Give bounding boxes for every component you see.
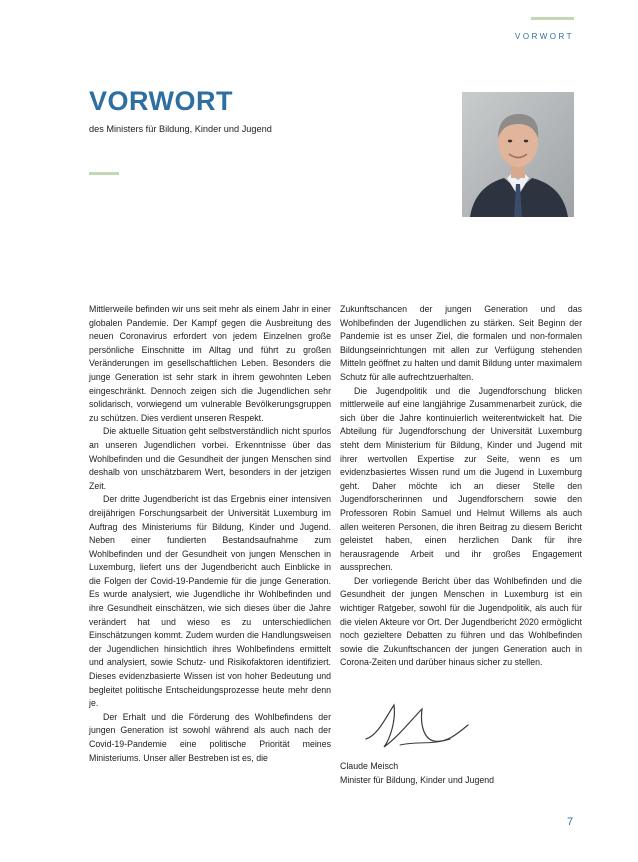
text-column-left [89,303,331,765]
minister-portrait [462,92,574,217]
signatory-role: Minister für Bildung, Kinder und Jugend [340,775,495,785]
top-accent-bar [531,17,574,20]
paragraph: Der Erhalt und die Förderung des Wohlbefindens der jungen Generation ist sowohl während als auch nach der Covid-19-Pandemie eine politische Priorität meines Ministeriums. Unser aller Bestreben ist es, die [89,711,331,763]
signature [360,695,480,755]
text-column-right [340,303,582,670]
paragraph: Der vorliegende Bericht über das Wohlbefinden und die Gesundheit der jungen Menschen in Luxemburg ist ein wichtiger Ratgeber, sowohl für die Jugendpolitik, als auch für die vielen Akteure vor Ort. Der Jugendbericht 2020 ermöglicht noch gezieltere Debatten zu führen und das Wohlbefinden sowie die Zukunftschancen der jungen Generation auch in Corona-Zeiten und darüber hinaus sicher zu stellen. [340,575,582,668]
paragraph: Die aktuelle Situation geht selbstverständlich nicht spurlos an unseren Jugendlichen vorbei. Erkenntnisse über das Wohlbefinden und die Gesundheit der jungen Menschen sind deshalb von unschätzbarem Wert, besonders in der jetzigen Zeit. [89,426,331,491]
page-title: VORWORT [89,86,233,116]
page-number: 7 [567,816,574,828]
page-subtitle: des Ministers für Bildung, Kinder und Jugend [89,124,272,134]
paragraph: Zukunftschancen der jungen Generation und das Wohlbefinden der Jugendlichen zu stärken. Seit Beginn der Pandemie ist es unser Ziel, die formalen und non-formalen Bildungseinrichtungen mit allen zur Verfügung stehenden Mitteln geöffnet zu halten und damit Bildung unter maximalem Schutz für alle aufrechtzuerhalten. [340,304,582,382]
paragraph: Der dritte Jugendbericht ist das Ergebnis einer intensiven dreijährigen Forschungsarbeit der Universität Luxemburg im Auftrag des Ministeriums für Bildung, Kinder und Jugend. Neben einer fundierten Bestandsaufnahme zum Wohlbefinden und der Gesundheit von jungen Menschen in Luxemburg, liefert uns der Jugendbericht auch Einblicke in die Folgen der Covid-19-Pandemie für die junge Generation. Es wurde analysiert, wie Jugendliche ihr Wohlbefinden und ihre Gesundheit einschätzen, wie sich dieses über die Jahre verändert hat und wieso es zu unterschiedlichen Einschätzungen kommt. Zudem wurden die Handlungsweisen der Jugendlichen hinsichtlich ihres Wohlbefindens ermittelt und analysiert, sowie Schutz- und Risikofaktoren identifiziert. Dieses evidenzbasierte Wissen ist von hoher Bedeutung und begleitet politische Entscheidungsprozesse heute mehr denn je. [89,494,331,709]
paragraph: Mittlerweile befinden wir uns seit mehr als einem Jahr in einer globalen Pandemie. Der Kampf gegen die Ausbreitung des neuen Coronavirus erfordert von jedem Einzelnen große persönliche Einschnitte im Alltag und führt zu großen Veränderungen im gesellschaftlichen Leben. Besonders die junge Generation ist sehr stark in ihrem gewohnten Leben eingeschränkt. Dennoch zeigen sich die Jugendlichen sehr solidarisch, vorwiegend um vulnerable Bevölkerungsgruppen zu schützen. Dies verdient unseren Respekt. [89,304,331,423]
paragraph: Die Jugendpolitik und die Jugendforschung blicken mittlerweile auf eine langjährige Zusammenarbeit zurück, die sich über die Jahre kontinuierlich weiterentwickelt hat. Die Abteilung für Jugendforschung der Universität Luxemburg steht dem Ministerium für Bildung, Kinder und Jugend mit ihrer wertvollen Expertise zur Seite, wenn es um evidenzbasiertes Wissen rund um die Jugend in Luxemburg geht. Daher möchte ich an dieser Stelle den Jugendforscherinnen und Jugendforschern sowie den Professoren Robin Samuel und Helmut Willems als auch allen weiteren Personen, die ihren Beitrag zu diesem Bericht geleistet haben, einen herzlichen Dank für ihre herausragende Arbeit und ihr großes Engagement aussprechen. [340,385,582,573]
signatory-name: Claude Meisch [340,761,399,771]
title-divider [89,172,119,175]
portrait-photo [462,92,574,217]
running-header: VORWORT [515,32,574,41]
